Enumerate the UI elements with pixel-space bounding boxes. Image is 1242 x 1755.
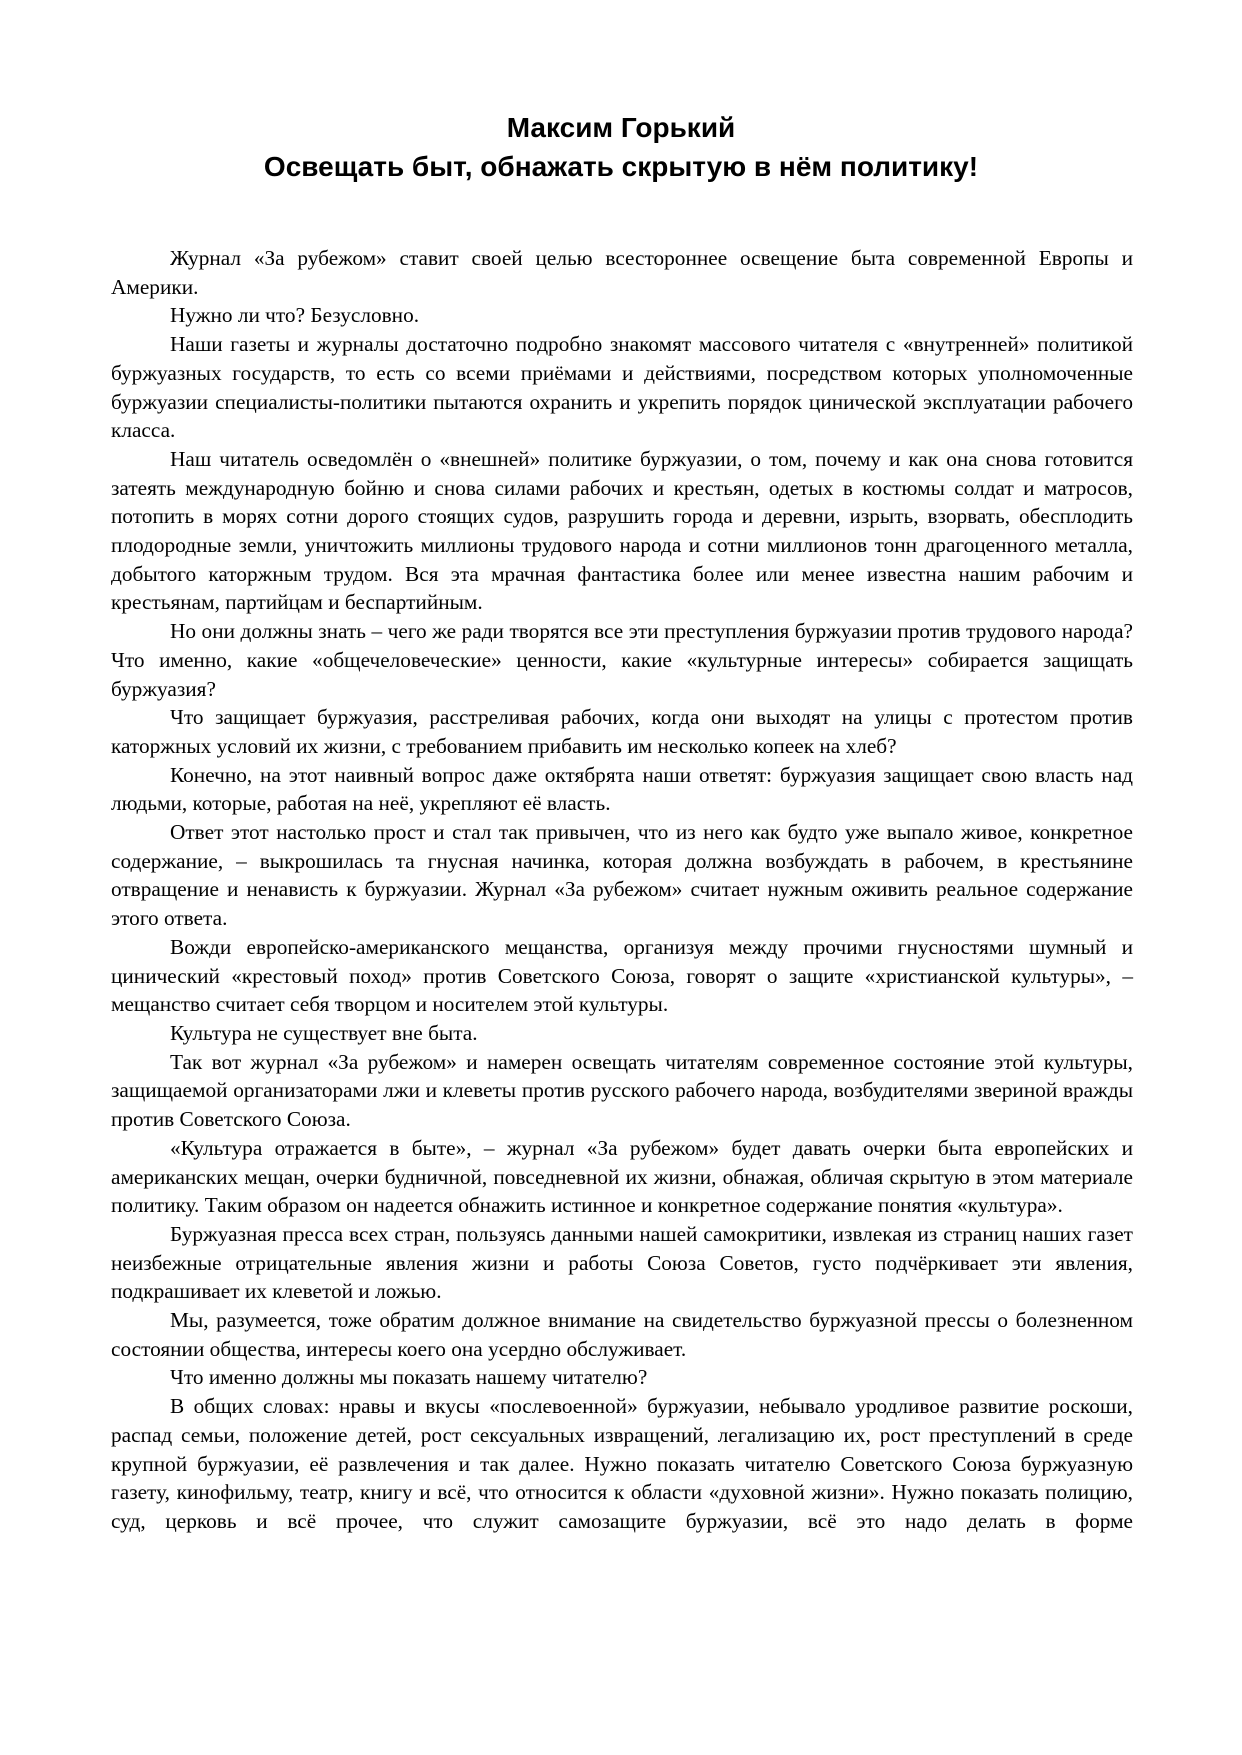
- paragraph: Ответ этот настолько прост и стал так привычен, что из него как будто уже выпало живое, конкретное содержание, – выкрошилась та гнусная начинка, которая должна возбуждать в рабочем, в крестьянине отвращение и ненависть к буржуазии. Журнал «За рубежом» считает нужным оживить реальное содержание этого ответа.: [111, 820, 1133, 931]
- paragraph: «Культура отражается в быте», – журнал «За рубежом» будет давать очерки быта европейских и американских мещан, очерки будничной, повседневной их жизни, обнажая, обличая скрытую в этом материале политику. Таким образом он надеется обнажить истинное и конкретное содержание понятия «культура».: [111, 1135, 1133, 1218]
- paragraph: Конечно, на этот наивный вопрос даже октябрята наши ответят: буржуазия защищает свою власть над людьми, которые, работая на неё, укрепляют её власть.: [111, 762, 1133, 816]
- paragraph: Мы, разумеется, тоже обратим должное внимание на свидетельство буржуазной прессы о болезненном состоянии общества, интересы коего она усердно обслуживает.: [111, 1308, 1133, 1361]
- paragraph: Что защищает буржуазия, расстреливая рабочих, когда они выходят на улицы с протестом против каторжных условий их жизни, с требованием прибавить им несколько копеек на хлеб?: [111, 705, 1133, 758]
- paragraph: Культура не существует вне быта.: [170, 1020, 478, 1045]
- author-name: Максим Горький: [506, 112, 736, 143]
- paragraph: Нужно ли что? Безусловно.: [170, 303, 420, 328]
- paragraph: Наш читатель осведомлён о «внешней» политике буржуазии, о том, почему и как она снова готовится затеять международную бойню и снова силами рабочих и крестьян, одетых в костюмы солдат и матросов, потопить в морях сотни дорого стоящих судов, разрушить города и деревни, изрыть, взорвать, обесплодить плодородные земли, уничтожить миллионы трудового народа и сотни миллионов тонн драгоценного металла, добытого каторжным трудом. Вся эта мрачная фантастика более или менее известна нашим рабочим и крестьянам, партийцам и беспартийным.: [111, 446, 1133, 615]
- paragraph: В общих словах: нравы и вкусы «послевоенной» буржуазии, небывало уродливое развитие роскоши, распад семьи, положение детей, рост сексуальных извращений, легализацию их, рост преступлений в среде крупной буржуазии, её развлечения и так далее. Нужно показать читателю Советского Союза буржуазную газету, кинофильму, театр, книгу и всё, что относится к области «духовной жизни». Нужно показать полицию, суд, церковь и всё прочее, что служит самозащите буржуазии, всё это надо делать в форме: [111, 1394, 1133, 1533]
- article-body: [111, 244, 1133, 1536]
- paragraph: Так вот журнал «За рубежом» и намерен освещать читателям современное состояние этой культуры, защищаемой организаторами лжи и клеветы против русского рабочего народа, возбудителями звериной вражды против Советского Союза.: [111, 1049, 1133, 1132]
- paragraph: Наши газеты и журналы достаточно подробно знакомят массового читателя с «внутренней» политикой буржуазных государств, то есть со всеми приёмами и действиями, посредством которых уполномоченные буржуазии специалисты-политики пытаются охранить и укрепить порядок цинической эксплуатации рабочего класса.: [111, 332, 1133, 443]
- article-title: Освещать быт, обнажать скрытую в нём политику!: [263, 151, 979, 182]
- paragraph: Но они должны знать – чего же ради творятся все эти преступления буржуазии против трудового народа? Что именно, какие «общечеловеческие» ценности, какие «культурные интересы» собирается защищать буржуазия?: [111, 619, 1133, 701]
- paragraph: Что именно должны мы показать нашему читателю?: [170, 1365, 648, 1390]
- paragraph: Вожди европейско-американского мещанства, организуя между прочими гнусностями шумный и цинический «крестовый поход» против Советского Союза, говорят о защите «христианской культуры», – мещанство считает себя творцом и носителем этой культуры.: [111, 934, 1133, 1017]
- paragraph: Журнал «За рубежом» ставит своей целью всестороннее освещение быта современной Европы и Америки.: [111, 246, 1133, 299]
- paragraph: Буржуазная пресса всех стран, пользуясь данными нашей самокритики, извлекая из страниц наших газет неизбежные отрицательные явления жизни и работы Союза Советов, густо подчёркивает эти явления, подкрашивает их клеветой и ложью.: [111, 1221, 1133, 1304]
